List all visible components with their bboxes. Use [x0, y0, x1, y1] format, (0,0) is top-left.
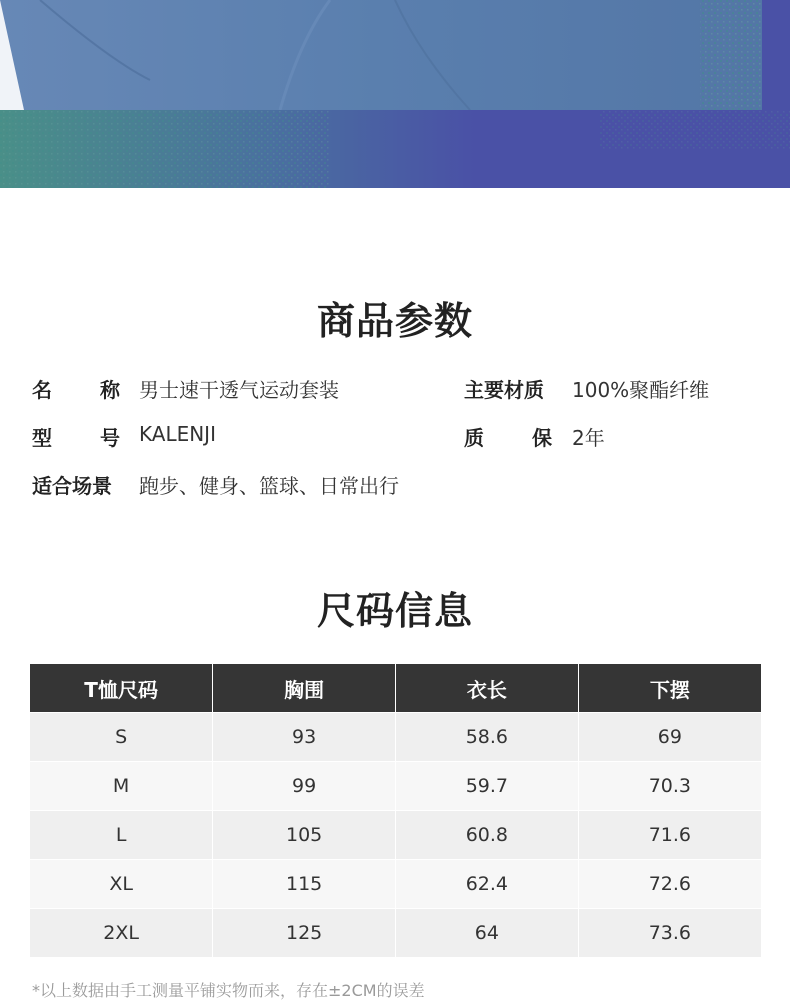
param-label-scenario: 适合场景 [32, 474, 112, 498]
table-row [30, 762, 761, 811]
product-photo-banner [0, 0, 790, 188]
header-size: T恤尺码 [30, 664, 213, 713]
cell-size: M [30, 762, 213, 811]
param-value-material: 100%聚酯纤维 [572, 378, 710, 402]
header-chest: 胸围 [213, 664, 396, 713]
param-label-name [32, 374, 120, 403]
params-section-title: 商品参数 [316, 299, 473, 343]
cell-size: S [30, 713, 213, 762]
header-hem: 下摆 [578, 664, 761, 713]
cell-chest: 125 [213, 909, 396, 958]
param-value-warranty: 2年 [572, 426, 605, 450]
cell-length: 62.4 [396, 860, 579, 909]
cell-hem: 73.6 [578, 909, 761, 958]
param-value-scenario: 跑步、健身、篮球、日常出行 [139, 474, 399, 498]
garment-illustration [0, 0, 790, 188]
param-label-warranty [464, 422, 552, 451]
cell-size: 2XL [30, 909, 213, 958]
cell-hem: 71.6 [578, 811, 761, 860]
table-row [30, 909, 761, 958]
cell-hem: 70.3 [578, 762, 761, 811]
cell-length: 60.8 [396, 811, 579, 860]
param-value-name: 男士速干透气运动套装 [139, 378, 339, 402]
size-section-title: 尺码信息 [316, 589, 473, 633]
param-value-model: KALENJI [139, 422, 216, 446]
table-row [30, 860, 761, 909]
param-label-warranty-char-1: 质 [464, 426, 484, 450]
size-table [30, 664, 761, 957]
cell-chest: 115 [213, 860, 396, 909]
param-label-model-char-2: 号 [100, 426, 120, 450]
param-label-warranty-char-2: 保 [532, 426, 552, 450]
cell-length: 58.6 [396, 713, 579, 762]
cell-length: 59.7 [396, 762, 579, 811]
cell-chest: 105 [213, 811, 396, 860]
cell-size: XL [30, 860, 213, 909]
param-label-model [32, 422, 120, 451]
cell-chest: 99 [213, 762, 396, 811]
cell-size: L [30, 811, 213, 860]
cell-chest: 93 [213, 713, 396, 762]
param-label-material: 主要材质 [464, 378, 544, 402]
size-table-header-row [30, 664, 761, 713]
cell-length: 64 [396, 909, 579, 958]
table-row [30, 811, 761, 860]
cell-hem: 72.6 [578, 860, 761, 909]
param-label-name-char-2: 称 [100, 378, 120, 402]
table-row [30, 713, 761, 762]
param-label-name-char-1: 名 [32, 378, 52, 402]
cell-hem: 69 [578, 713, 761, 762]
param-label-model-char-1: 型 [32, 426, 52, 450]
measurement-note: *以上数据由手工测量平铺实物而来，存在±2CM的误差 [32, 981, 425, 1000]
header-length: 衣长 [396, 664, 579, 713]
